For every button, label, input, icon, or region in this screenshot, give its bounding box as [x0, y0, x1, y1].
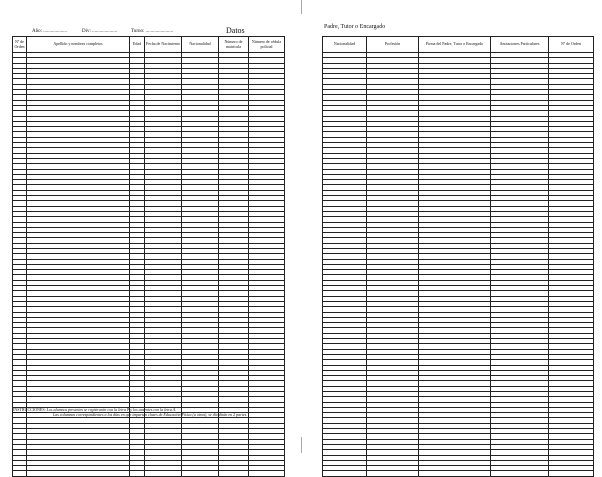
- col-edad-header: Edad: [130, 37, 145, 53]
- left-table-cell: [219, 471, 249, 476]
- right-table-cell: [491, 471, 549, 476]
- col-orden-header: Nº de Orden: [13, 37, 27, 53]
- left-table-row: [13, 471, 285, 476]
- padre-tutor-section-title: Padre, Tutor o Encargado: [324, 24, 386, 30]
- col-cedula-header: Número de cédula policial: [249, 37, 285, 53]
- instructions-block: [13, 407, 303, 417]
- col-fecha-nacimiento-header: Fecha de Nacimiento: [145, 37, 182, 53]
- right-table-row: [323, 471, 594, 476]
- left-table-cell: [182, 471, 219, 476]
- right-table-cell: [419, 471, 491, 476]
- left-table-cell: [130, 471, 145, 476]
- right-table-cell: [367, 471, 419, 476]
- col-matricula-header: Número de matrícula: [219, 37, 249, 53]
- instructions-label: INSTRUCCIONES:: [13, 407, 46, 412]
- datos-section-title: Datos: [226, 26, 245, 35]
- top-binding-mark: [301, 0, 302, 14]
- division-field-label: Div: ....................: [82, 29, 118, 34]
- instructions-line-2: Las columnas correspondientes a los días en que imparten clases de Educación Física (a otras), se dividirán en 2 partes.: [53, 412, 248, 417]
- col-guardian-orden-header: Nº de Orden: [549, 37, 594, 53]
- col-nacionalidad-header: Nacionalidad: [182, 37, 219, 53]
- bottom-binding-mark: [301, 437, 302, 453]
- right-table-cell: [323, 471, 367, 476]
- left-table-cell: [13, 471, 27, 476]
- col-guardian-nacionalidad-header: Nacionalidad: [323, 37, 367, 53]
- instructions-line-1: Los alumnos presentes se registrarán con la letra P y los ausentes con la letra A.: [46, 407, 177, 412]
- anio-field-label: Año: ...................: [32, 29, 67, 34]
- col-anotaciones-header: Anotaciones Particulares: [491, 37, 549, 53]
- left-table-header-row: [13, 37, 285, 53]
- col-firma-header: Firma del Padre, Tutor o Encargado: [419, 37, 491, 53]
- col-profesion-header: Profesión: [367, 37, 419, 53]
- left-table-cell: [27, 471, 130, 476]
- col-apellido-header: Apellido y nombres completos: [27, 37, 130, 53]
- left-table-cell: [249, 471, 285, 476]
- right-table-cell: [549, 471, 594, 476]
- guardian-data-table: [322, 36, 594, 477]
- left-table-cell: [145, 471, 182, 476]
- right-table-body: [323, 53, 594, 477]
- right-table-header-row: [323, 37, 594, 53]
- turno-field-label: Turno: ......................: [131, 29, 174, 34]
